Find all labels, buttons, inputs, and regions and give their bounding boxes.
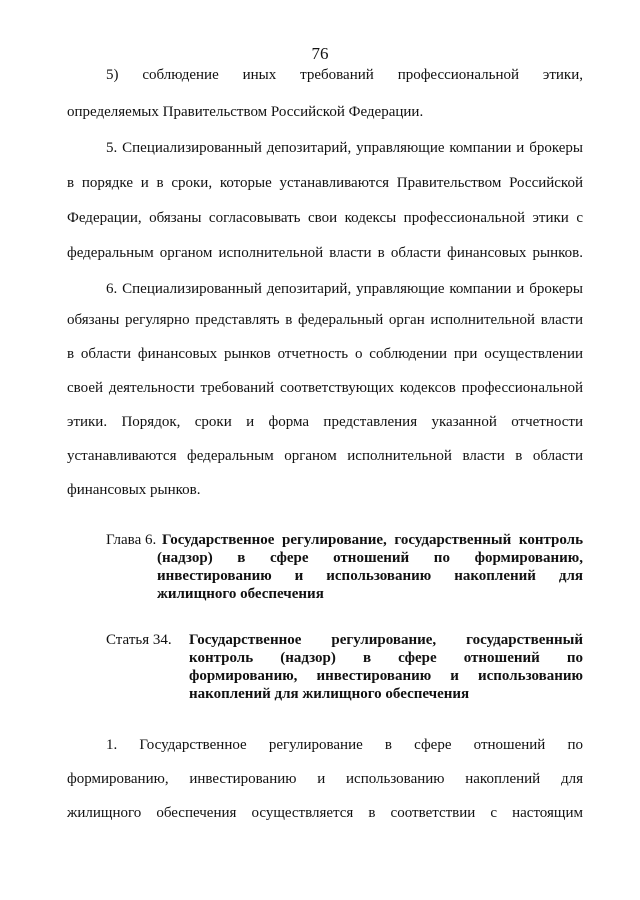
para6-line: своей деятельности требований соответствующих кодексов профессиональной	[67, 380, 583, 396]
para6-line: обязаны регулярно представлять в федеральный орган исполнительной власти	[67, 312, 583, 328]
chapter-title-line: Государственное регулирование, государственный контроль	[162, 532, 583, 548]
item5-line: определяемых Правительством Российской Федерации.	[67, 104, 424, 120]
para6-line: устанавливаются федеральным органом исполнительной власти в области	[67, 448, 583, 464]
art34-para1-line: 1. Государственное регулирование в сфере отношений по	[106, 737, 583, 753]
page-number: 76	[311, 44, 329, 63]
article-label: Статья 34.	[106, 632, 172, 648]
chapter-title-line: (надзор) в сфере отношений по формированию,	[157, 550, 583, 566]
article-title-line: контроль (надзор) в сфере отношений по	[189, 650, 583, 666]
para5-line: 5. Специализированный депозитарий, управляющие компании и брокеры	[106, 140, 583, 156]
chapter-title-line: инвестированию и использованию накоплений для	[157, 568, 583, 584]
para5-line: Федерации, обязаны согласовывать свои кодексы профессиональной этики с	[67, 210, 583, 226]
para5-line: федеральным органом исполнительной власти в области финансовых рынков.	[67, 245, 583, 261]
para6-line: в области финансовых рынков отчетность о соблюдении при осуществлении	[67, 346, 583, 362]
article-title-line: формированию, инвестированию и использованию	[189, 668, 583, 684]
article-title-line: накоплений для жилищного обеспечения	[189, 686, 470, 702]
art34-para1-line: формированию, инвестированию и использованию накоплений для	[67, 771, 583, 787]
para6-line: 6. Специализированный депозитарий, управляющие компании и брокеры	[106, 281, 583, 297]
para5-line: в порядке и в сроки, которые устанавливаются Правительством Российской	[67, 175, 583, 191]
item5-line: 5) соблюдение иных требований профессиональной этики,	[106, 67, 583, 83]
para6-line: этики. Порядок, сроки и форма представления указанной отчетности	[67, 414, 583, 430]
art34-para1-line: жилищного обеспечения осуществляется в соответствии с настоящим	[67, 805, 583, 821]
para6-line: финансовых рынков.	[67, 482, 201, 498]
chapter-title-line: жилищного обеспечения	[157, 586, 324, 602]
chapter-label: Глава 6.	[106, 532, 157, 548]
article-title-line: Государственное регулирование, государственный	[189, 632, 583, 648]
